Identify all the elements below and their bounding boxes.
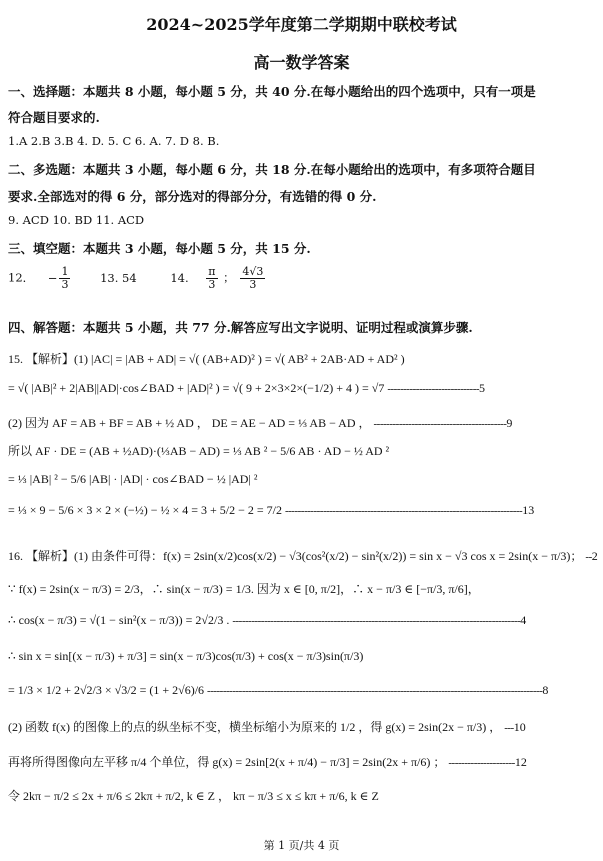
q14-fraction-b: $\frac{4√3}{3}$ — [242, 265, 264, 291]
q16-line6: (2) 函数 f(x) 的图像上的点的纵坐标不变，横坐标缩小为原来的 1/2 ，得 g(x) = 2sin(2x − π/3) ， ---10 — [8, 720, 526, 734]
q15-line5: = ⅓ |AB| ² − 5/6 |AB| · |AD| · cos∠BAD − ½ |AD| ² — [8, 472, 258, 486]
q15-line1: 15. 【解析】(1) |AC| = |AB + AD| = √( (AB+AD)² ) = √( AB² + 2AB·AD + AD² ) — [8, 352, 405, 366]
q15-line2-score: 5 — [479, 381, 486, 395]
exam-title: 2024~2025学年度第二学期期中联校考试 — [146, 15, 457, 34]
q16-line5-score: 8 — [542, 683, 549, 697]
q15-line6: = ⅓ × 9 − 5/6 × 3 × 2 × (−½) − ½ × 4 = 3 + 5/2 − 2 = 7/2 ---------------------------------------------------------------------------13 — [8, 503, 535, 517]
q16-line6-score: 10 — [513, 720, 526, 734]
q16-line7: 再将所得图像向左平移 π/4 个单位，得 g(x) = 2sin[2(x + π/4) − π/3] = 2sin(2x + π/6) ； ---------------------12 — [8, 755, 527, 769]
q16-line3: ∴ cos(x − π/3) = √(1 − sin²(x − π/3)) = 2√2/3 . -------------------------------------------------------------------------------------------4 — [8, 613, 527, 627]
q12-label: 12． — [8, 270, 35, 285]
q15-line6-score: 13 — [522, 503, 535, 517]
q16-line4: ∴ sin x = sin[(x − π/3) + π/3] = sin(x − π/3)cos(π/3) + cos(x − π/3)sin(π/3) — [8, 649, 364, 663]
q14-fraction-a: $\frac{\pi}{3}$ — [208, 265, 216, 291]
q16-line2: ∵ f(x) = 2sin(x − π/3) = 2/3，∴ sin(x − π/3) = 1/3. 因为 x ∈ [0, π/2]，∴ x − π/3 ∈ [−π/3, π/6]， — [8, 582, 480, 596]
q16-line1: 16. 【解析】(1) 由条件可得：f(x) = 2sin(x/2)cos(x/2) − √3(cos²(x/2) − sin²(x/2)) = sin x − √3 cos x = 2sin(x − π/3)； --2 — [8, 549, 598, 563]
q16-line1-score: 2 — [591, 549, 598, 563]
q14-label: 14. — [170, 270, 189, 285]
exam-subtitle: 高一数学答案 — [253, 53, 350, 72]
section1-answers: 1.A 2.B 3.B 4. D. 5. C 6. A. 7. D 8. B. — [8, 134, 220, 148]
q14-separator: ； — [223, 270, 235, 285]
q16-line8: 令 2kπ − π/2 ≤ 2x + π/6 ≤ 2kπ + π/2, k ∈ Z ， kπ − π/3 ≤ x ≤ kπ + π/6, k ∈ Z — [8, 789, 379, 803]
q15-line4: 所以 AF · DE = (AB + ½AD)·(⅓AB − AD) = ⅓ AB ² − 5/6 AB · AD − ½ AD ² — [8, 444, 390, 458]
section2-heading-line1: 二、多选题：本题共 3 小题，每小题 6 分，共 18 分.在每小题给出的选项中，有多项符合题目 — [8, 162, 536, 177]
section2-heading-line2: 要求.全部选对的得 6 分，部分选对的得部分分，有选错的得 0 分. — [8, 189, 377, 204]
q12-sign: − — [47, 270, 58, 285]
section1-heading-line2: 符合题目要求的. — [8, 110, 100, 125]
q15-line3: (2) 因为 AF = AB + BF = AB + ½ AD ， DE = AE − AD = ⅓ AB − AD ， ------------------------------------------9 — [8, 416, 513, 430]
q16-line7-score: 12 — [514, 755, 527, 769]
page-footer: 第 1 页/共 4 页 — [263, 839, 340, 852]
q15-line3-score: 9 — [506, 416, 513, 430]
section2-answers: 9. ACD 10. BD 11. ACD — [8, 213, 145, 227]
q16-line5: = 1/3 × 1/2 + 2√2/3 × √3/2 = (1 + 2√6)/6 ----------------------------------------------------------------------------------------------------------8 — [8, 683, 549, 697]
q15-line2: = √( |AB|² + 2|AB||AD|·cos∠BAD + |AD|² ) = √( 9 + 2×3×2×(−1/2) + 4 ) = √7 -----------------------------5 — [8, 381, 486, 395]
q13-answer: 13. 54 — [100, 270, 137, 285]
section1-heading-line1: 一、选择题：本题共 8 小题，每小题 5 分，共 40 分.在每小题给出的四个选项中，只有一项是 — [8, 84, 536, 99]
q16-line3-score: 4 — [520, 613, 527, 627]
q12-fraction: $\frac{1}{3}$ — [61, 265, 69, 291]
section4-heading: 四、解答题：本题共 5 小题，共 77 分.解答应写出文字说明、证明过程或演算步骤. — [8, 320, 473, 335]
section3-answers — [8, 266, 267, 291]
section3-heading: 三、填空题：本题共 3 小题，每小题 5 分，共 15 分. — [8, 241, 311, 256]
